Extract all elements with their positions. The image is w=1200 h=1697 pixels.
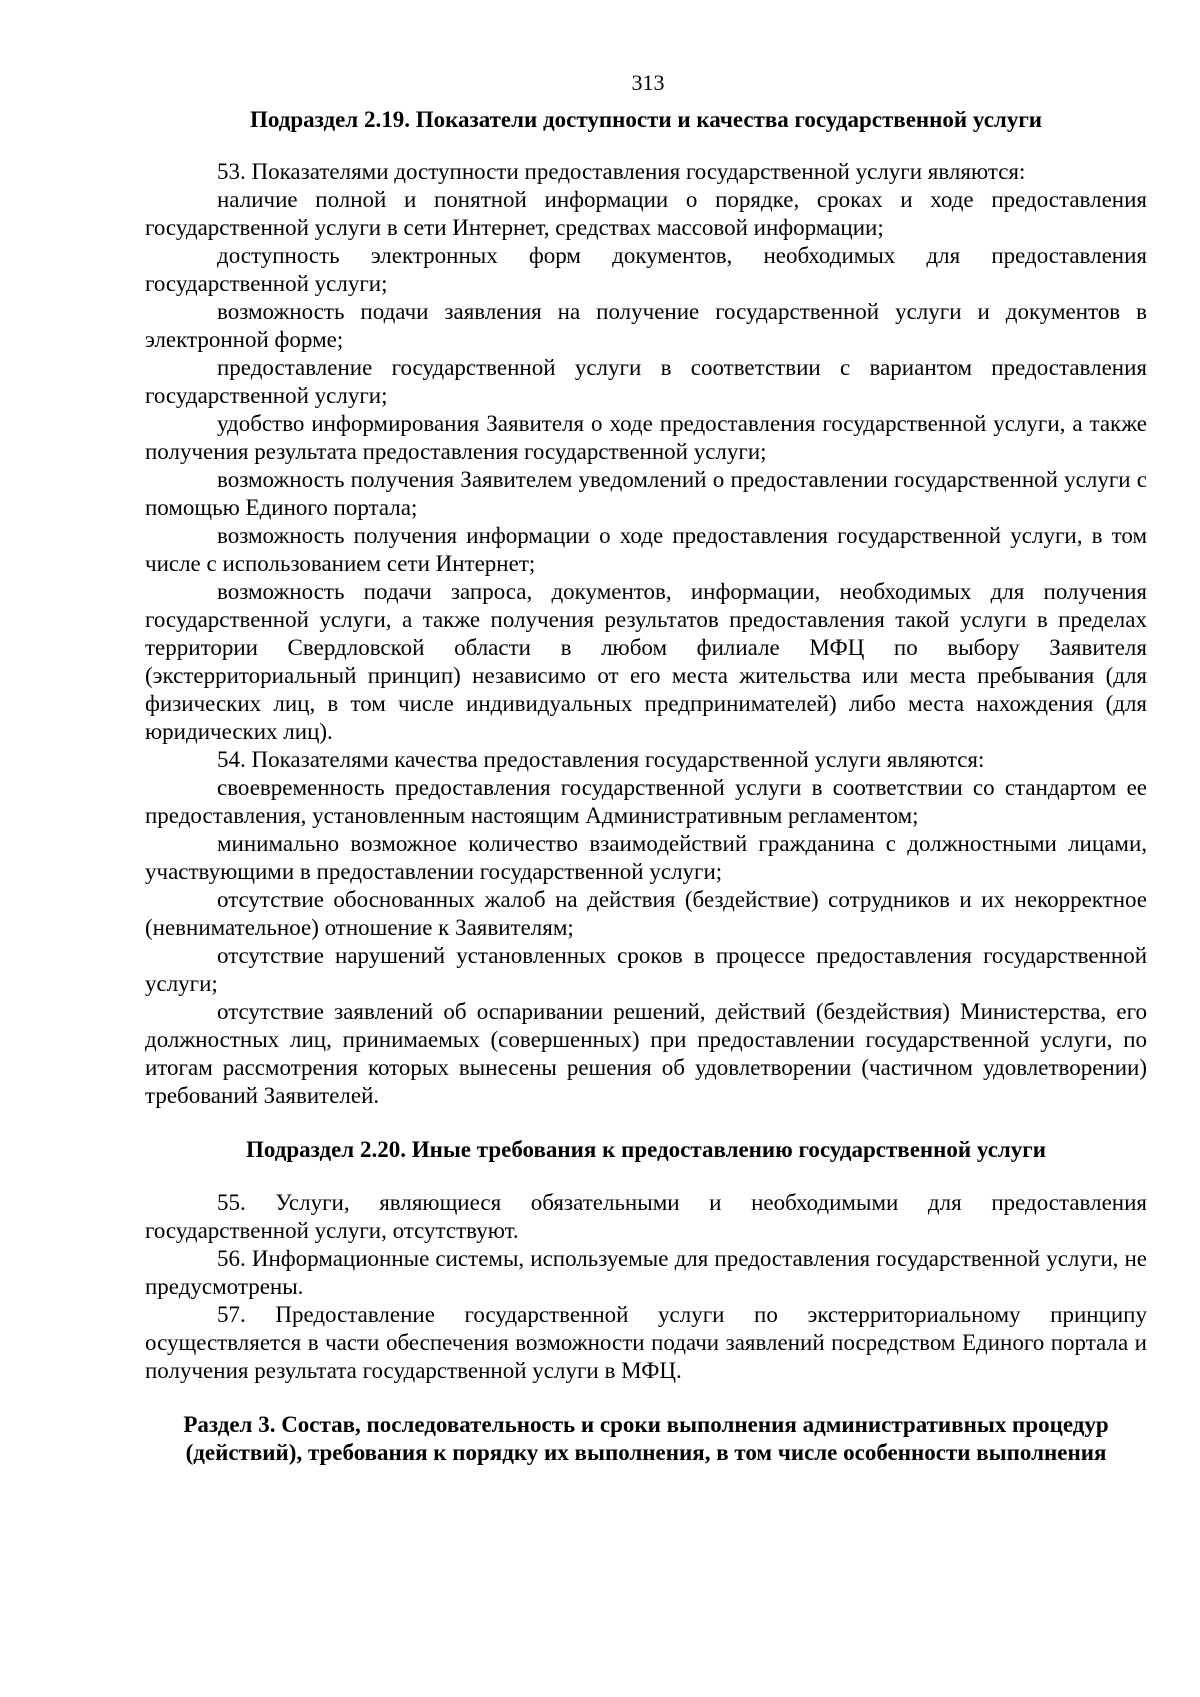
paragraph-53-item-8: возможность подачи запроса, документов, информации, необходимых для получения государственной услуги, а также получения результатов предоставления такой услуги в пределах территории Свердловской области в любом филиале МФЦ по выбору Заявителя (экстерриториальный принцип) независимо от его места жительства или места пребывания (для физических лиц, в том числе индивидуальных предпринимателей) либо места нахождения (для юридических лиц). bbox=[145, 579, 1147, 744]
paragraph-53: 53. Показателями доступности предоставления государственной услуги являются: bbox=[217, 159, 1026, 184]
section-3-title bbox=[145, 1411, 1147, 1467]
paragraph-54-item-3: отсутствие обоснованных жалоб на действия (бездействие) сотрудников и их некорректное (невнимательное) отношение к Заявителям; bbox=[145, 887, 1147, 940]
paragraph-53-item-5: удобство информирования Заявителя о ходе предоставления государственной услуги, а также получения результата предоставления государственной услуги; bbox=[145, 411, 1147, 464]
paragraph-54-item-2: минимально возможное количество взаимодействий гражданина с должностными лицами, участвующими в предоставлении государственной услуги; bbox=[145, 831, 1147, 884]
paragraph-53-item-4: предоставление государственной услуги в соответствии с вариантом предоставления государственной услуги; bbox=[145, 355, 1147, 408]
subsection-2-20-body bbox=[145, 1189, 1147, 1385]
section-3-title-line-1: Раздел 3. Состав, последовательность и сроки выполнения административных процедур bbox=[183, 1412, 1109, 1437]
paragraph-55: 55. Услуги, являющиеся обязательными и необходимыми для предоставления государственной услуги, отсутствуют. bbox=[145, 1190, 1147, 1243]
document-page bbox=[145, 70, 1147, 1467]
paragraph-53-item-7: возможность получения информации о ходе предоставления государственной услуги, в том числе с использованием сети Интернет; bbox=[145, 523, 1147, 576]
paragraph-53-item-6: возможность получения Заявителем уведомлений о предоставлении государственной услуги с помощью Единого портала; bbox=[145, 467, 1147, 520]
paragraph-53-item-3: возможность подачи заявления на получение государственной услуги и документов в электронной форме; bbox=[145, 299, 1147, 352]
paragraph-57: 57. Предоставление государственной услуги по экстерриториальному принципу осуществляется в части обеспечения возможности подачи заявлений посредством Единого портала и получения результата государственной услуги в МФЦ. bbox=[145, 1302, 1147, 1383]
paragraph-54-item-4: отсутствие нарушений установленных сроков в процессе предоставления государственной услуги; bbox=[145, 943, 1147, 996]
subsection-2-19-title: Подраздел 2.19. Показатели доступности и качества государственной услуги bbox=[249, 107, 1043, 132]
paragraph-53-item-2: доступность электронных форм документов, необходимых для предоставления государственной услуги; bbox=[145, 243, 1147, 296]
paragraph-54-item-5: отсутствие заявлений об оспаривании решений, действий (бездействия) Министерства, его должностных лиц, принимаемых (совершенных) при предоставлении государственной услуги, по итогам рассмотрения которых вынесены решения об удовлетворении (частичном удовлетворении) требований Заявителей. bbox=[145, 999, 1147, 1108]
paragraph-54-item-1: своевременность предоставления государственной услуги в соответствии со стандартом ее предоставления, установленным настоящим Административным регламентом; bbox=[145, 775, 1147, 828]
subsection-2-19-body bbox=[145, 158, 1147, 1110]
paragraph-53-item-1: наличие полной и понятной информации о порядке, сроках и ходе предоставления государственной услуги в сети Интернет, средствах массовой информации; bbox=[145, 187, 1147, 240]
section-3-title-line-2: (действий), требования к порядку их выполнения, в том числе особенности выполнения bbox=[185, 1440, 1107, 1465]
paragraph-56: 56. Информационные системы, используемые для предоставления государственной услуги, не предусмотрены. bbox=[145, 1246, 1147, 1299]
paragraph-54: 54. Показателями качества предоставления государственной услуги являются: bbox=[217, 747, 985, 772]
subsection-2-20-title: Подраздел 2.20. Иные требования к предоставлению государственной услуги bbox=[245, 1137, 1047, 1162]
page-number: 313 bbox=[631, 70, 665, 95]
